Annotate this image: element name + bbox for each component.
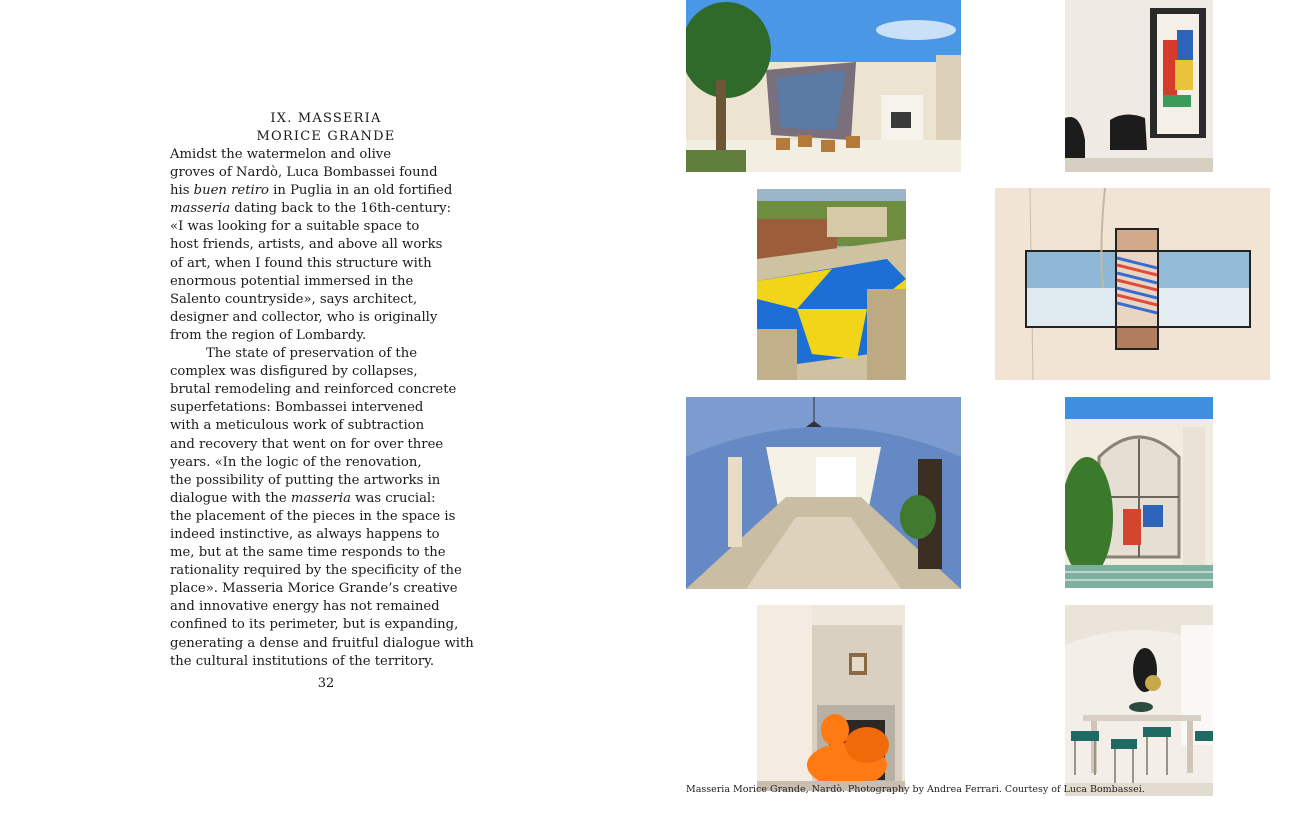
body-line: place». Masseria Morice Grande’s creative <box>170 581 458 597</box>
photo-blue-passage <box>686 397 961 589</box>
photo-caption: Masseria Morice Grande, Nardò. Photography by Andrea Ferrari. Courtesy of Luca Bombassei. <box>686 784 1145 795</box>
body-line: from the region of Lombardy. <box>170 327 367 343</box>
body-text-segment: in Puglia in an old fortified <box>268 183 453 199</box>
photo-arched-window <box>1065 397 1213 588</box>
body-line: of art, when I found this structure with <box>170 255 432 271</box>
body-line: confined to its perimeter, but is expanding, <box>170 617 459 633</box>
body-line: years. «In the logic of the renovation, <box>170 454 422 470</box>
body-italic-term: masseria <box>290 490 351 506</box>
title-line-1: IX. MASSERIA <box>270 111 382 126</box>
photo-courtyard-tree <box>686 0 961 172</box>
body-line: me, but at the same time responds to the <box>170 545 446 561</box>
photo-doorway-chairs <box>1065 0 1213 172</box>
body-line: Salento countryside», says architect, <box>170 291 418 307</box>
body-italic-term: buen retiro <box>193 183 269 199</box>
body-line <box>170 490 482 508</box>
photo-fireplace-sculpture <box>757 605 905 791</box>
body-line: generating a dense and fruitful dialogue with <box>170 635 474 651</box>
body-line: The state of preservation of the <box>206 346 418 362</box>
body-line: complex was disfigured by collapses, <box>170 364 418 380</box>
body-line: with a meticulous work of subtraction <box>170 418 425 434</box>
body-line: superfetations: Bombassei intervened <box>170 400 424 416</box>
body-line: enormous potential immersed in the <box>170 273 414 289</box>
body-line: rationality required by the specificity of the <box>170 563 462 579</box>
title-line-2: MORICE GRANDE <box>256 129 396 144</box>
body-line <box>170 200 482 218</box>
body-line <box>170 182 482 200</box>
body-text-segment: his <box>170 183 194 199</box>
body-line: the cultural institutions of the territory. <box>170 653 435 669</box>
body-line: the possibility of putting the artworks in <box>170 472 441 488</box>
article-title <box>170 110 482 146</box>
body-line: and recovery that went on for over three <box>170 436 444 452</box>
body-line: host friends, artists, and above all works <box>170 237 443 253</box>
body-italic-term: masseria <box>170 201 231 217</box>
body-text-segment: was crucial: <box>350 490 436 506</box>
body-line: designer and collector, who is originally <box>170 309 438 325</box>
photo-dining-room <box>1065 605 1213 796</box>
body-line: «I was looking for a suitable space to <box>170 219 420 235</box>
photo-sea-artwork <box>995 188 1270 380</box>
body-text-segment: dialogue with the <box>170 490 291 506</box>
body-text-segment: dating back to the 16th-century: <box>230 201 452 217</box>
body-line: groves of Nardò, Luca Bombassei found <box>170 165 438 181</box>
page-number: 32 <box>317 676 335 691</box>
body-line: the placement of the pieces in the space is <box>170 508 456 524</box>
article-body <box>170 146 482 671</box>
photo-painted-pool <box>757 189 906 380</box>
body-line: and innovative energy has not remained <box>170 599 440 615</box>
body-line: indeed instinctive, as always happens to <box>170 526 440 542</box>
body-line: Amidst the watermelon and olive <box>170 147 392 162</box>
body-line: brutal remodeling and reinforced concrete <box>170 382 457 398</box>
